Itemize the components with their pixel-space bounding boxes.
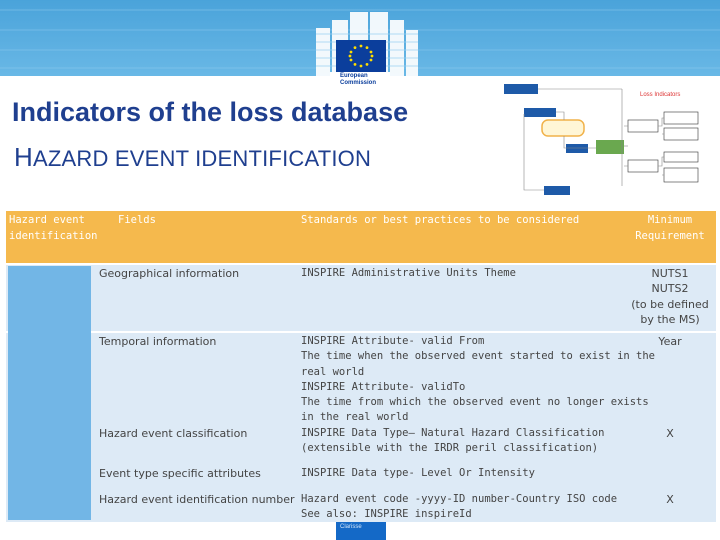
std-line: INSPIRE Attribute- valid From bbox=[301, 335, 485, 347]
diagram-loss-indicators-label: Loss Indicators bbox=[640, 92, 681, 98]
std-line: in the real world bbox=[301, 411, 409, 424]
table-cell-field: Hazard event classification bbox=[99, 427, 248, 440]
header-minimum-requirement bbox=[624, 212, 716, 244]
table-cell-standard bbox=[301, 492, 617, 523]
header-standards: Standards or best practices to be considered bbox=[301, 214, 580, 226]
diagram-node bbox=[524, 108, 556, 117]
diagram-node bbox=[544, 186, 570, 195]
page-title: Indicators of the loss database bbox=[12, 97, 409, 127]
req-line: NUTS1 bbox=[651, 267, 689, 280]
table-cell-requirement: X bbox=[666, 427, 674, 440]
table-cell-field: Geographical information bbox=[99, 267, 240, 280]
diagram-node bbox=[664, 168, 698, 182]
std-line: Hazard event code -yyyy-ID number-Country ISO code bbox=[301, 493, 618, 505]
diagram-node bbox=[628, 160, 658, 172]
indicator-diagram bbox=[504, 82, 718, 198]
diagram-highlight-node bbox=[542, 120, 584, 136]
eu-stars-icon bbox=[336, 40, 386, 72]
table-cell-standard: INSPIRE Administrative Units Theme bbox=[301, 267, 516, 279]
logo-line2: Commission bbox=[340, 80, 377, 86]
logo-text bbox=[340, 73, 376, 87]
std-line: INSPIRE Data Type– Natural Hazard Classification bbox=[301, 427, 605, 439]
subtitle-rest: AZARD EVENT IDENTIFICATION bbox=[32, 146, 372, 171]
std-line: The time from which the observed event no longer exists bbox=[301, 396, 649, 409]
header-min-line2: Requirement bbox=[635, 230, 705, 242]
req-line: NUTS2 bbox=[651, 282, 689, 296]
table-cell-field: Temporal information bbox=[99, 335, 217, 348]
req-line: by the MS) bbox=[640, 312, 700, 326]
header-fields: Fields bbox=[118, 214, 156, 226]
std-line: The time when the observed event started to exist in the bbox=[301, 350, 656, 363]
std-line: real world bbox=[301, 365, 365, 378]
diagram-node bbox=[664, 112, 698, 124]
header-hazard-event-line1: Hazard event bbox=[9, 214, 85, 226]
table-cell-field: Hazard event identification number bbox=[99, 493, 295, 506]
diagram-node bbox=[628, 120, 658, 132]
table-cell-standard bbox=[301, 426, 604, 457]
std-line: (extensible with the IRDR peril classification) bbox=[301, 442, 599, 455]
diagram-node bbox=[566, 144, 588, 153]
table-cell-standard bbox=[301, 334, 655, 426]
diagram-node bbox=[504, 84, 538, 94]
diagram-node bbox=[664, 128, 698, 140]
table-cell-requirement: X bbox=[666, 493, 674, 506]
req-line: (to be defined bbox=[631, 297, 709, 311]
row-divider bbox=[6, 263, 716, 265]
header-hazard-event-line2: identification bbox=[9, 230, 98, 242]
logo-line1: European bbox=[340, 73, 368, 79]
table-cell-standard: INSPIRE Data type- Level Or Intensity bbox=[301, 467, 535, 479]
row-divider bbox=[6, 331, 716, 333]
header-hazard-event bbox=[9, 212, 98, 244]
hazard-event-side-column bbox=[8, 266, 91, 520]
table-cell-requirement: Year bbox=[658, 335, 682, 348]
table-cell-field: Event type specific attributes bbox=[99, 467, 261, 480]
std-line: INSPIRE Attribute- validTo bbox=[301, 380, 466, 393]
std-line: See also: INSPIRE inspireId bbox=[301, 508, 472, 521]
footer-tab-label: Clarisse bbox=[340, 524, 362, 530]
subtitle-initial: H bbox=[14, 142, 33, 172]
page-subtitle bbox=[14, 142, 371, 173]
header-min-line1: Minimum bbox=[647, 214, 693, 226]
diagram-node bbox=[596, 140, 624, 154]
diagram-node bbox=[664, 152, 698, 162]
table-cell-requirement bbox=[624, 266, 716, 327]
eu-flag bbox=[336, 40, 386, 72]
footer-tab bbox=[336, 522, 386, 540]
